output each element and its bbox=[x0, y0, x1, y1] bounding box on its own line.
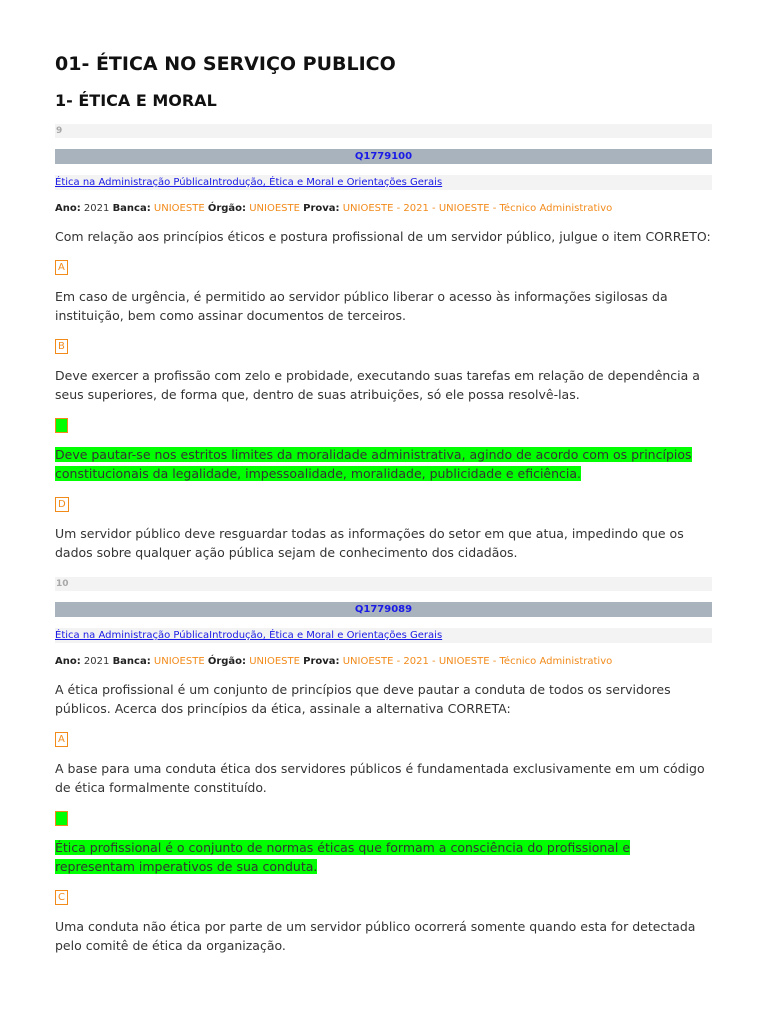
meta-orgao: UNIOESTE bbox=[249, 203, 300, 214]
page-title: 01- ÉTICA NO SERVIÇO PUBLICO bbox=[55, 53, 396, 75]
option-letter-c[interactable]: C bbox=[55, 890, 68, 905]
option-text-content: Ética profissional é o conjunto de normas éticas que formam a consciência do profissional e representam imperativos de sua conduta. bbox=[55, 840, 631, 874]
option-text-a bbox=[55, 287, 712, 325]
meta-orgao-label: Órgão: bbox=[207, 656, 247, 667]
meta-prova: UNIOESTE - 2021 - UNIOESTE - Técnico Administrativo bbox=[342, 656, 613, 667]
meta-banca: UNIOESTE bbox=[153, 203, 205, 214]
option-letter-a[interactable]: A bbox=[55, 260, 68, 275]
option-text-b-correct bbox=[55, 838, 712, 876]
meta-orgao: UNIOESTE bbox=[249, 656, 300, 667]
question-number: 9 bbox=[55, 124, 712, 138]
question-id[interactable]: Q1779089 bbox=[55, 602, 712, 617]
question-meta bbox=[55, 655, 712, 669]
meta-prova-label: Prova: bbox=[303, 656, 340, 667]
meta-banca-label: Banca: bbox=[112, 656, 151, 667]
option-text-d bbox=[55, 524, 712, 562]
question-statement: A ética profissional é um conjunto de princípios que deve pautar a conduta de todos os servidores públicos. Acerca dos princípios da ética, assinale a alternativa CORRETA: bbox=[55, 682, 671, 716]
option-text-c-correct bbox=[55, 445, 712, 483]
option-text-a bbox=[55, 759, 712, 797]
meta-prova-label: Prova: bbox=[303, 203, 340, 214]
question-topic-link[interactable]: Ética na Administração PúblicaIntrodução, Ética e Moral e Orientações Gerais bbox=[55, 175, 712, 190]
question-block bbox=[55, 577, 712, 955]
option-text-c bbox=[55, 917, 712, 955]
meta-ano-label: Ano: bbox=[55, 203, 81, 214]
meta-orgao-label: Órgão: bbox=[207, 203, 247, 214]
meta-prova: UNIOESTE - 2021 - UNIOESTE - Técnico Administrativo bbox=[342, 203, 613, 214]
question-meta bbox=[55, 202, 712, 216]
option-text-content: Uma conduta não ética por parte de um servidor público ocorrerá somente quando esta for detectada pelo comitê de ética da organização. bbox=[55, 919, 696, 953]
question-id[interactable]: Q1779100 bbox=[55, 149, 712, 164]
question-number: 10 bbox=[55, 577, 712, 591]
option-text-content: Um servidor público deve resguardar todas as informações do setor em que atua, impedindo que os dados sobre qualquer ação pública sejam de conhecimento dos cidadãos. bbox=[55, 526, 684, 560]
meta-ano-label: Ano: bbox=[55, 656, 81, 667]
option-text-content: A base para uma conduta ética dos servidores públicos é fundamentada exclusivamente em um código de ética formalmente constituído. bbox=[55, 761, 705, 795]
question-block bbox=[55, 124, 712, 562]
option-text-content: Deve exercer a profissão com zelo e probidade, executando suas tarefas em relação de dependência a seus superiores, de forma que, dentro de suas atribuições, só ele possa resolvê-las. bbox=[55, 368, 700, 402]
option-letter-c-correct[interactable]: C bbox=[55, 418, 68, 433]
question-topic-link[interactable]: Ética na Administração PúblicaIntrodução, Ética e Moral e Orientações Gerais bbox=[55, 628, 712, 643]
meta-banca: UNIOESTE bbox=[153, 656, 205, 667]
question-statement: Com relação aos princípios éticos e postura profissional de um servidor público, julgue o item CORRETO: bbox=[55, 229, 711, 244]
section-title: 1- ÉTICA E MORAL bbox=[55, 91, 217, 110]
meta-banca-label: Banca: bbox=[112, 203, 151, 214]
option-letter-a[interactable]: A bbox=[55, 732, 68, 747]
option-letter-b[interactable]: B bbox=[55, 339, 68, 354]
option-letter-d[interactable]: D bbox=[55, 497, 69, 512]
meta-ano: 2021 bbox=[83, 203, 110, 214]
option-text-content: Deve pautar-se nos estritos limites da moralidade administrativa, agindo de acordo com os princípios constitucionais da legalidade, impessoalidade, moralidade, publicidade e eficiência. bbox=[55, 447, 692, 481]
meta-ano: 2021 bbox=[83, 656, 110, 667]
option-text-b bbox=[55, 366, 712, 404]
option-text-content: Em caso de urgência, é permitido ao servidor público liberar o acesso às informações sigilosas da instituição, bem como assinar documentos de terceiros. bbox=[55, 289, 668, 323]
option-letter-b-correct[interactable]: B bbox=[55, 811, 68, 826]
